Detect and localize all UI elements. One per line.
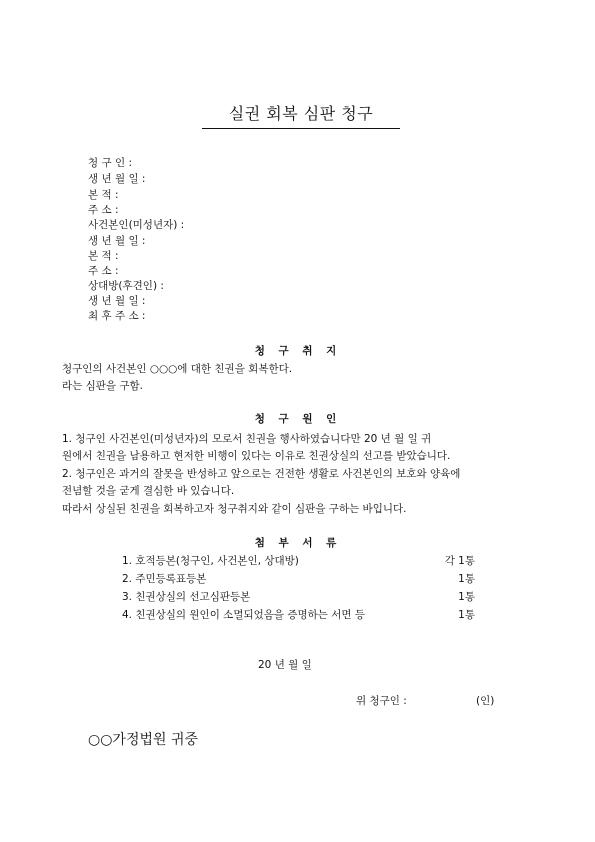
cause-line: 2. 청구인은 과거의 잘못을 반성하고 앞으로는 건전한 생활로 사건본인의 보호와 양육에 [62, 468, 461, 480]
cause-line: 1. 청구인 사건본인(미성년자)의 모로서 친권을 행사하였습니다만 20 년 월 일 귀 [62, 433, 432, 445]
purpose-line: 라는 심판을 구함. [62, 380, 144, 392]
attachment-item: 1. 호적등본(청구인, 사건본인, 상대방) [122, 555, 299, 567]
attachment-item: 3. 친권상실의 선고심판등본 [122, 591, 251, 603]
party-label: 주 소 : [88, 204, 119, 216]
attachments-heading: 첨 부 서 류 [254, 537, 342, 549]
attachment-item: 4. 친권상실의 원인이 소멸되었음을 증명하는 서면 등 [122, 609, 366, 621]
purpose-line: 청구인의 사건본인 ○○○에 대한 친권을 회복한다. [62, 363, 293, 375]
signature-label: 위 청구인 : [356, 695, 407, 707]
page-title: 실권 회복 심판 청구 [202, 102, 400, 129]
party-label: 주 소 : [88, 265, 119, 277]
party-label: 생 년 월 일 : [88, 173, 146, 185]
attachment-item: 2. 주민등록표등본 [122, 573, 207, 585]
seal-mark: (인) [476, 695, 495, 707]
cause-heading: 청 구 원 인 [254, 413, 342, 425]
party-label: 본 적 : [88, 250, 119, 262]
filing-date: 20 년 월 일 [258, 659, 312, 671]
cause-line: 따라서 상실된 친권을 회복하고자 청구취지와 같이 심판을 구하는 바입니다. [62, 503, 407, 515]
party-label: 상대방(후견인) : [88, 280, 164, 292]
party-label: 생 년 월 일 : [88, 295, 146, 307]
party-label: 청 구 인 : [88, 157, 132, 169]
cause-line: 원에서 친권을 남용하고 현저한 비행이 있다는 이유로 친권상실의 선고를 받았습니다. [62, 450, 451, 462]
party-label: 본 적 : [88, 189, 119, 201]
attachment-count: 각 1통 [444, 555, 475, 567]
cause-line: 전념할 것을 굳게 결심한 바 있습니다. [62, 485, 235, 497]
attachment-count: 1통 [458, 609, 475, 621]
purpose-heading: 청 구 취 지 [254, 345, 342, 357]
attachment-count: 1통 [458, 573, 475, 585]
attachment-count: 1통 [458, 591, 475, 603]
party-label: 생 년 월 일 : [88, 235, 146, 247]
court-addressee: ○○가정법원 귀중 [88, 732, 199, 748]
party-label: 사건본인(미성년자) : [88, 219, 185, 231]
party-label: 최 후 주 소 : [88, 310, 146, 322]
